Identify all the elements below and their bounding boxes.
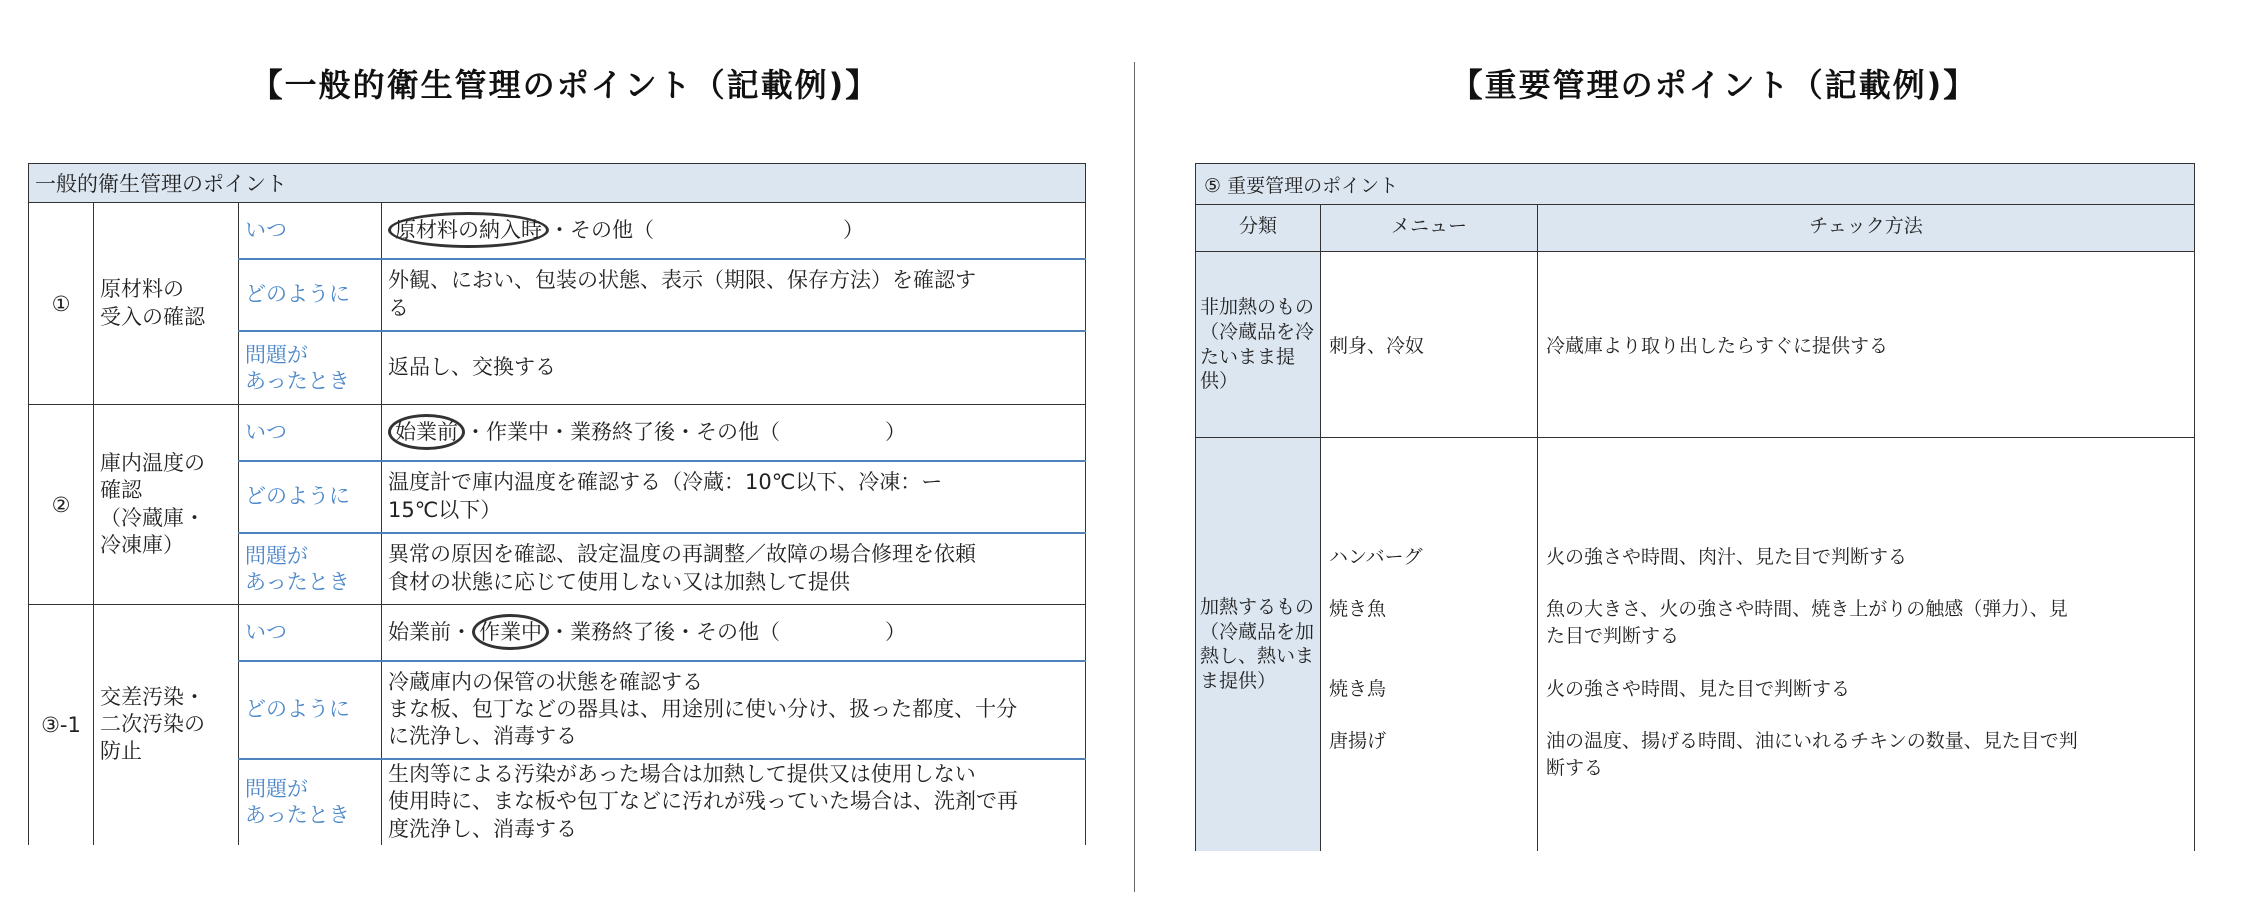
row-number: ② xyxy=(29,405,94,605)
check-cell: 冷蔵庫より取り出したらすぐに提供する xyxy=(1538,252,2195,438)
item-line: 二次汚染の xyxy=(100,712,205,737)
circled-option: 作業中 xyxy=(472,614,549,650)
text-line: 生肉等による汚染があった場合は加熱して提供又は使用しない xyxy=(388,762,976,787)
category-line: （冷蔵品を加 xyxy=(1200,620,1315,643)
how-value xyxy=(382,661,1086,759)
text-line: 15℃以下） xyxy=(388,497,502,522)
label-line: あったとき xyxy=(245,569,350,594)
check-line: 魚の大きさ、火の強さや時間、焼き上がりの触感（弾力）、見 xyxy=(1546,598,2068,620)
category-line: 加熱するもの xyxy=(1200,595,1315,618)
column-header-menu: メニュー xyxy=(1321,205,1538,252)
when-value xyxy=(382,605,1086,661)
row-number: ① xyxy=(29,203,94,405)
check-line: 火の強さや時間、見た目で判断する xyxy=(1546,678,1851,700)
column-header-category: 分類 xyxy=(1196,205,1321,252)
problem-label xyxy=(239,759,382,845)
problem-label xyxy=(239,331,382,405)
when-rest: ・業務終了後・その他（ ） xyxy=(549,619,906,644)
label-line: 問題が xyxy=(245,776,308,801)
text-line: る xyxy=(388,295,409,320)
label-line: 問題が xyxy=(245,342,308,367)
circled-option: 原材料の納入時 xyxy=(388,212,549,248)
menu-item: ハンバーグ xyxy=(1329,546,1423,568)
table-header: ⑤ 重要管理のポイント xyxy=(1196,164,2195,205)
item-line: 冷凍庫） xyxy=(100,532,184,557)
check-item xyxy=(1546,594,2186,674)
row-item xyxy=(94,203,239,405)
item-line: 確認 xyxy=(100,478,142,503)
menu-cell xyxy=(1321,438,1538,851)
item-line: 交差汚染・ xyxy=(100,684,205,709)
how-label: どのように xyxy=(239,661,382,759)
text-line: に洗浄し、消毒する xyxy=(388,724,577,749)
when-label: いつ xyxy=(239,203,382,259)
category-line: 熱し、熱いま xyxy=(1200,645,1315,668)
text-line: 返品し、交換する xyxy=(388,355,556,380)
check-line: 火の強さや時間、肉汁、見た目で判断する xyxy=(1546,546,1908,568)
category-cell xyxy=(1196,438,1321,851)
item-line: 庫内温度の xyxy=(100,450,205,475)
check-line: 油の温度、揚げる時間、油にいれるチキンの数量、見た目で判 xyxy=(1546,730,2078,752)
check-cell xyxy=(1538,438,2195,851)
problem-value xyxy=(382,331,1086,405)
circled-option: 始業前 xyxy=(388,414,465,450)
label-line: 問題が xyxy=(245,543,308,568)
when-label: いつ xyxy=(239,405,382,461)
table-header: 一般的衛生管理のポイント xyxy=(29,164,1086,203)
check-line: 断する xyxy=(1546,757,1604,779)
text-line: 度洗浄し、消毒する xyxy=(388,816,577,841)
problem-label xyxy=(239,533,382,605)
menu-item: 焼き魚 xyxy=(1329,598,1387,620)
text-line: まな板、包丁などの器具は、用途別に使い分け、扱った都度、十分 xyxy=(388,696,1018,721)
text-line: 外観、におい、包装の状態、表示（期限、保存方法）を確認す xyxy=(388,268,976,293)
critical-control-table xyxy=(1195,163,2195,851)
when-pre: 始業前・ xyxy=(388,619,472,644)
check-line: た目で判断する xyxy=(1546,625,1680,647)
text-line: 食材の状態に応じて使用しない又は加熱して提供 xyxy=(388,569,850,594)
text-line: 使用時に、まな板や包丁などに汚れが残っていた場合は、洗剤で再 xyxy=(388,789,1018,814)
label-line: あったとき xyxy=(245,368,350,393)
menu-item: 焼き鳥 xyxy=(1329,678,1387,700)
check-item xyxy=(1546,674,2186,726)
category-cell xyxy=(1196,252,1321,438)
row-item xyxy=(94,405,239,605)
category-line: たいまま提 xyxy=(1200,345,1296,368)
menu-cell: 刺身、冷奴 xyxy=(1321,252,1538,438)
general-hygiene-table xyxy=(28,163,1086,845)
when-rest: ・その他（ ） xyxy=(549,217,864,242)
when-label: いつ xyxy=(239,605,382,661)
row-number: ③-1 xyxy=(29,605,94,845)
label-line: あったとき xyxy=(245,803,350,827)
menu-item: 唐揚げ xyxy=(1329,730,1387,752)
column-header-check: チェック方法 xyxy=(1538,205,2195,252)
critical-control-heading: 【重要管理のポイント（記載例)】 xyxy=(1450,66,1978,104)
general-hygiene-heading: 【一般的衛生管理のポイント（記載例)】 xyxy=(250,66,880,104)
text-line: 異常の原因を確認、設定温度の再調整／故障の場合修理を依頼 xyxy=(388,542,976,567)
problem-value xyxy=(382,533,1086,605)
check-item xyxy=(1546,726,2186,780)
page-divider xyxy=(1134,62,1135,892)
when-rest: ・作業中・業務終了後・その他（ ） xyxy=(465,419,906,444)
text-line: 温度計で庫内温度を確認する（冷蔵：10℃以下、冷凍：ー xyxy=(388,470,943,495)
how-label: どのように xyxy=(239,259,382,331)
when-value xyxy=(382,405,1086,461)
category-line: ま提供） xyxy=(1200,669,1277,692)
category-line: 非加熱のもの xyxy=(1200,296,1315,319)
category-line: （冷蔵品を冷 xyxy=(1200,320,1315,343)
problem-value xyxy=(382,759,1086,845)
item-line: 受入の確認 xyxy=(100,304,205,329)
item-line: 防止 xyxy=(100,739,142,764)
category-line: 供） xyxy=(1200,370,1239,393)
how-value xyxy=(382,259,1086,331)
when-value xyxy=(382,203,1086,259)
how-label: どのように xyxy=(239,461,382,533)
item-line: 原材料の xyxy=(100,277,184,302)
item-line: （冷蔵庫・ xyxy=(100,505,205,530)
row-item xyxy=(94,605,239,845)
check-item xyxy=(1546,542,2186,594)
text-line: 冷蔵庫内の保管の状態を確認する xyxy=(388,669,703,694)
how-value xyxy=(382,461,1086,533)
